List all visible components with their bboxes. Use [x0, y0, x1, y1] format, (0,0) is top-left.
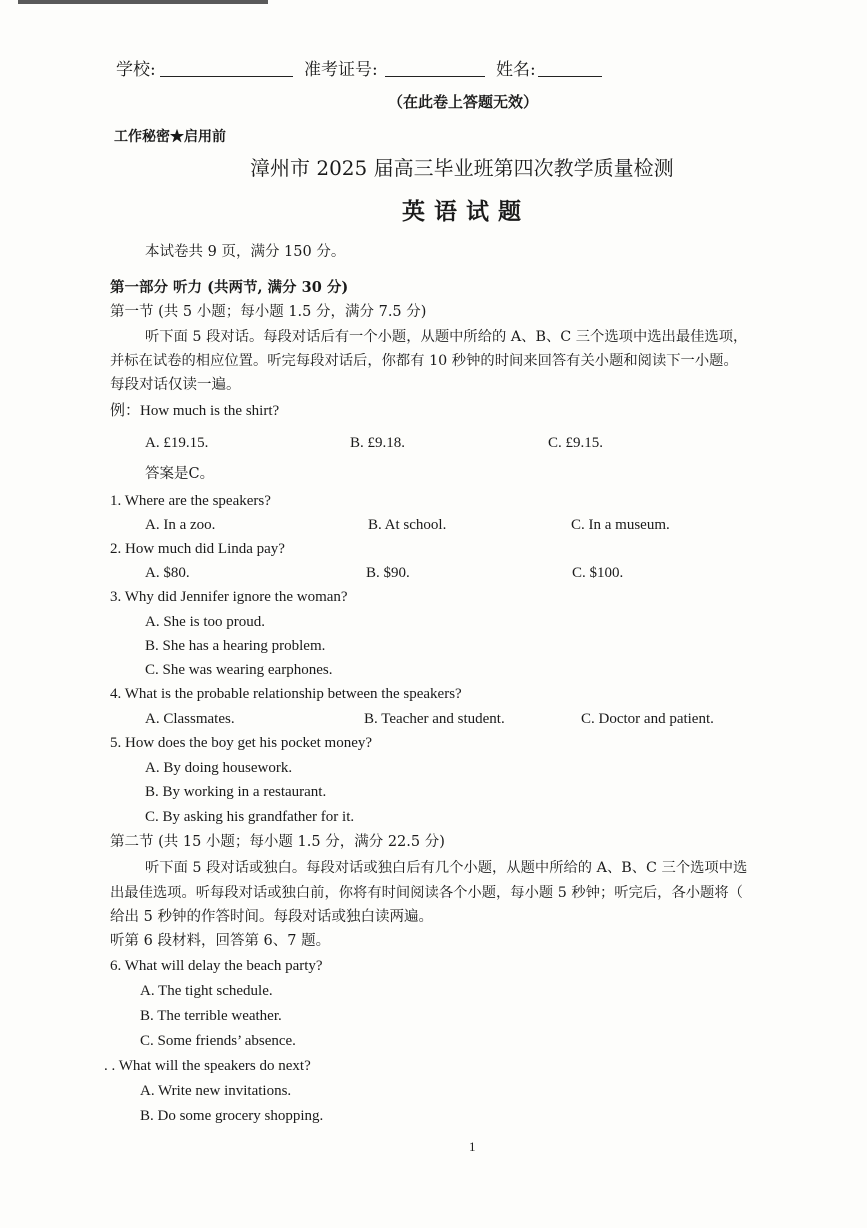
scan-edge-mark — [18, 0, 268, 4]
q1-option-c: C. In a museum. — [571, 517, 670, 533]
section1-instruction-line1: 听下面 5 段对话。每段对话后有一个小题，从题中所给的 A、B、C 三个选项中选出最佳选项， — [145, 329, 748, 345]
section1-instruction-line3: 每段对话仅读一遍。 — [110, 377, 241, 393]
section2-heading: 第二节 (共 15 小题；每小题 1.5 分，满分 22.5 分) — [110, 834, 445, 850]
q4-option-a: A. Classmates. — [145, 711, 235, 727]
exam-title: 漳州市 2025 届高三毕业班第四次教学质量检测 — [250, 156, 674, 180]
q3-option-c: C. She was wearing earphones. — [145, 662, 333, 678]
q3-option-a: A. She is too proud. — [145, 614, 265, 630]
intro-text: 本试卷共 9 页，满分 150 分。 — [145, 244, 346, 260]
q6-option-b: B. The terrible weather. — [140, 1008, 282, 1024]
example-answer: 答案是C。 — [145, 466, 215, 482]
school-label: 学校: — [116, 60, 156, 80]
q3-option-b: B. She has a hearing problem. — [145, 638, 326, 654]
q5-option-c: C. By asking his grandfather for it. — [145, 809, 355, 825]
q2-option-b: B. $90. — [366, 565, 410, 581]
question-3: 3. Why did Jennifer ignore the woman? — [110, 589, 348, 605]
section2-instruction-line1: 听下面 5 段对话或独白。每段对话或独白后有几个小题，从题中所给的 A、B、C 三个选项中选 — [145, 860, 748, 876]
question-7: . . What will the speakers do next? — [104, 1058, 311, 1074]
q6-option-c: C. Some friends’ absence. — [140, 1033, 296, 1049]
question-4: 4. What is the probable relationship between the speakers? — [110, 686, 462, 702]
name-label: 姓名: — [496, 60, 536, 80]
example-option-b: B. £9.18. — [350, 435, 406, 451]
q1-option-b: B. At school. — [368, 517, 447, 533]
secret-mark: 工作秘密★启用前 — [114, 129, 226, 145]
question-2: 2. How much did Linda pay? — [110, 541, 285, 557]
q6-option-a: A. The tight schedule. — [140, 983, 273, 999]
q1-option-a: A. In a zoo. — [145, 517, 216, 533]
example-option-a: A. £19.15. — [145, 435, 209, 451]
page-number: 1 — [469, 1139, 476, 1154]
exam-no-blank — [385, 62, 485, 77]
section2-instruction-line3: 给出 5 秒钟的作答时间。每段对话或独白读两遍。 — [110, 909, 433, 925]
material-6-heading: 听第 6 段材料，回答第 6、7 题。 — [110, 933, 331, 949]
part1-heading: 第一部分 听力 (共两节, 满分 30 分) — [110, 279, 349, 296]
example-question: 例：How much is the shirt? — [110, 403, 280, 419]
q5-option-a: A. By doing housework. — [145, 760, 293, 776]
name-blank — [538, 62, 602, 77]
exam-subtitle: 英语试题 — [402, 198, 530, 225]
q7-option-a: A. Write new invitations. — [140, 1083, 292, 1099]
q5-option-b: B. By working in a restaurant. — [145, 784, 327, 800]
notice: （在此卷上答题无效） — [388, 93, 539, 111]
section1-instruction-line2: 并标在试卷的相应位置。听完每段对话后，你都有 10 秒钟的时间来回答有关小题和阅读下一小题。 — [110, 353, 738, 369]
q2-option-c: C. $100. — [572, 565, 624, 581]
question-1: 1. Where are the speakers? — [110, 493, 271, 509]
q7-option-b: B. Do some grocery shopping. — [140, 1108, 324, 1124]
school-blank — [160, 62, 293, 77]
question-5: 5. How does the boy get his pocket money? — [110, 735, 373, 751]
q2-option-a: A. $80. — [145, 565, 190, 581]
exam-no-label: 准考证号: — [304, 60, 378, 80]
q4-option-b: B. Teacher and student. — [364, 711, 505, 727]
section1-heading: 第一节 (共 5 小题；每小题 1.5 分，满分 7.5 分) — [110, 304, 427, 320]
q4-option-c: C. Doctor and patient. — [581, 711, 714, 727]
example-option-c: C. £9.15. — [548, 435, 604, 451]
question-6: 6. What will delay the beach party? — [110, 958, 323, 974]
section2-instruction-line2: 出最佳选项。听每段对话或独白前，你将有时间阅读各个小题，每小题 5 秒钟；听完后，各小题将（ — [110, 885, 743, 901]
